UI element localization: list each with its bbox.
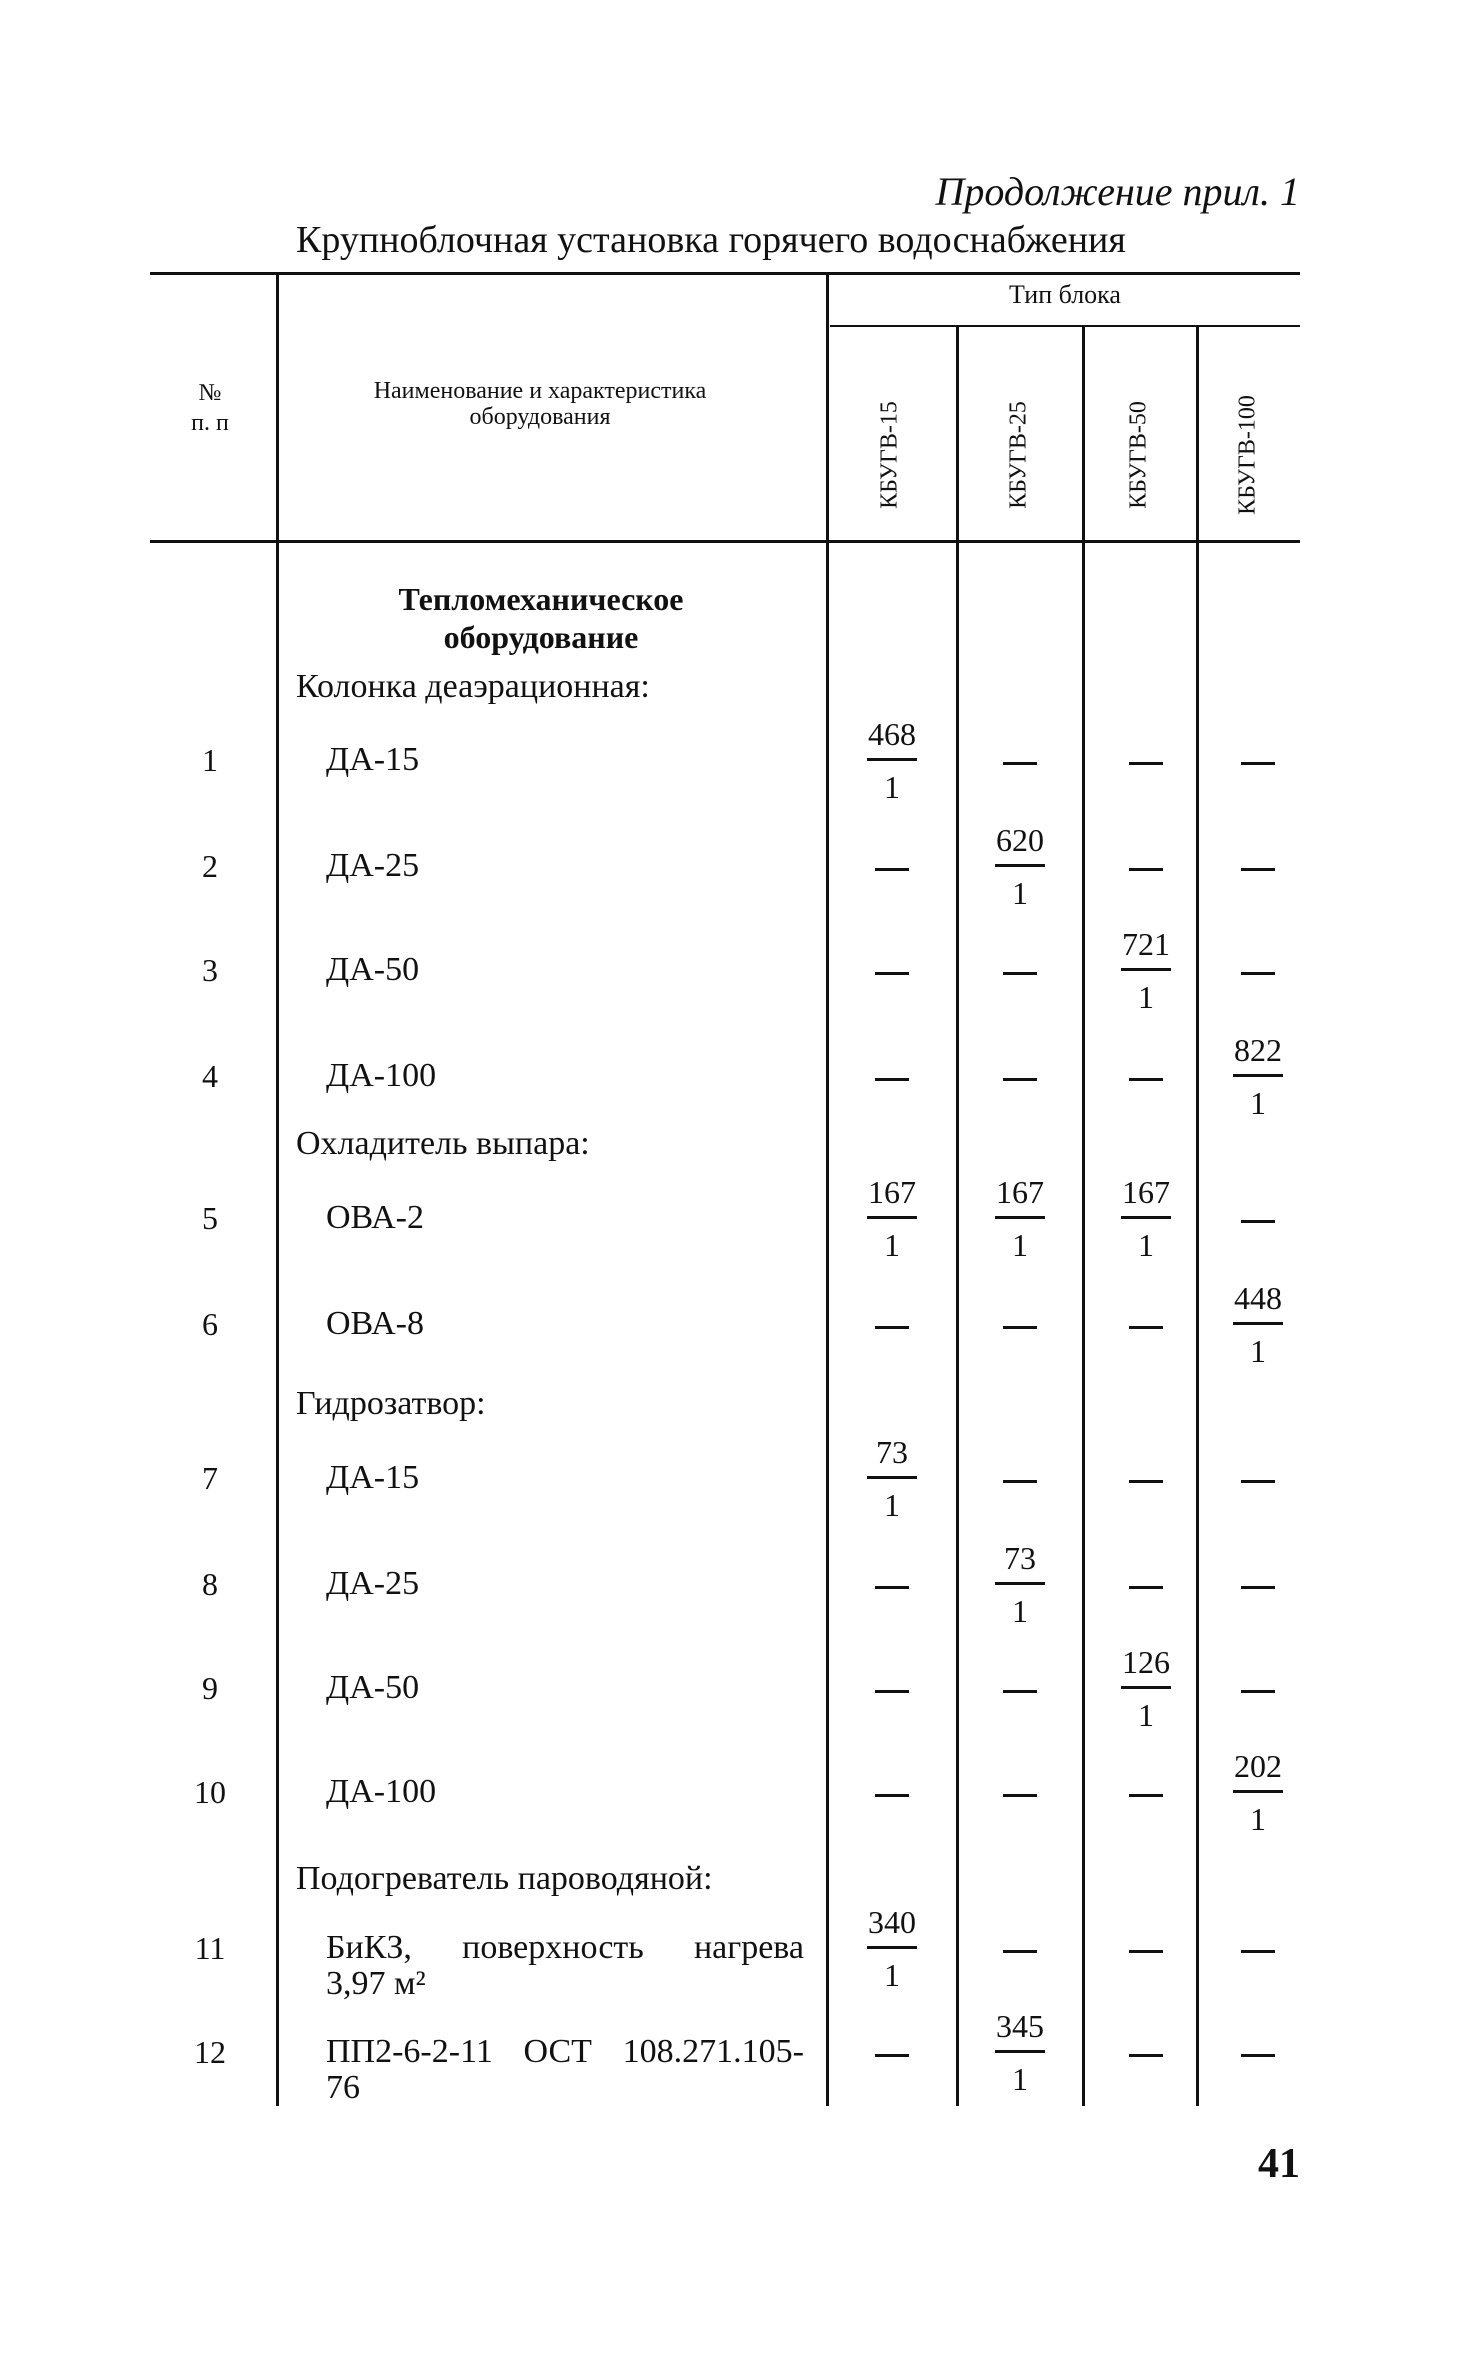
row-name [326,2034,804,2106]
header-type-4-label: КБУГВ-100 [1234,395,1261,515]
empty-cell [1198,1586,1318,1589]
row-name-line1: ДА-15 [326,1459,420,1496]
fraction-bar [1233,1790,1283,1793]
fraction-numerator: 202 [1234,1748,1282,1784]
dash-mark [1129,1794,1163,1797]
fraction-bar [995,864,1045,867]
dash-mark [1129,868,1163,871]
dash-mark [1129,1950,1163,1953]
fraction-cell [960,2006,1080,2099]
row-number: 6 [202,1306,218,1342]
row-name-line1: ОВА-8 [326,1305,424,1342]
empty-cell [1198,868,1318,871]
empty-cell [1198,762,1318,765]
fraction-cell [832,1172,952,1265]
empty-cell [960,1078,1080,1081]
dash-mark [875,1794,909,1797]
fraction-bar [1233,1074,1283,1077]
dash-mark [1003,1794,1037,1797]
header-type-4 [1228,380,1268,530]
dash-mark [1241,2054,1275,2057]
empty-cell [832,1326,952,1329]
section-heading [296,580,786,656]
row-name [326,1058,804,1094]
row-name-line1: ДА-100 [326,1773,437,1810]
row-number: 9 [202,1670,218,1706]
column-divider-name [826,274,829,2106]
fraction-bar [995,1582,1045,1585]
empty-cell [1086,1078,1206,1081]
group-label-heater: Подогреватель пароводяной: [296,1860,713,1897]
row-number: 1 [202,742,218,778]
dash-mark [1129,1078,1163,1081]
dash-mark [1003,1078,1037,1081]
empty-cell [1198,972,1318,975]
empty-cell [1086,1950,1206,1953]
fraction-bar [1121,968,1171,971]
fraction-denominator: 1 [1012,1227,1028,1263]
row-name [326,1566,804,1602]
fraction-cell [1086,1172,1206,1265]
empty-cell [832,868,952,871]
dash-mark [1129,1480,1163,1483]
row-name-line1: БиКЗ, поверхность нагрева [326,1929,804,1966]
header-type-1 [870,380,910,530]
empty-cell [1086,1326,1206,1329]
row-name-line1: ПП2-6-2-11 ОСТ 108.271.105- [326,2033,804,2070]
dash-mark [875,1326,909,1329]
fraction-numerator: 448 [1234,1280,1282,1316]
empty-cell [960,1690,1080,1693]
dash-mark [1241,972,1275,975]
fraction-cell [832,1902,952,1995]
header-name-line1: Наименование и характеристика [373,378,707,404]
fraction-denominator: 1 [884,769,900,805]
dash-mark [1241,1480,1275,1483]
fraction-denominator: 1 [1012,2061,1028,2097]
empty-cell [1198,1690,1318,1693]
empty-cell [832,1078,952,1081]
fraction-denominator: 1 [884,1957,900,1993]
empty-cell [960,1480,1080,1483]
row-number: 12 [194,2034,226,2070]
fraction-cell [832,714,952,807]
dash-mark [1003,1480,1037,1483]
fraction-numerator: 340 [868,1904,916,1940]
section-heading-line1: Тепломеханическое [398,581,684,617]
fraction-denominator: 1 [1250,1333,1266,1369]
row-name [326,848,804,884]
fraction-cell [960,820,1080,913]
dash-mark [875,1690,909,1693]
row-name [326,952,804,988]
dash-mark [1003,762,1037,765]
page-number: 41 [1258,2141,1300,2187]
row-name [326,1306,804,1342]
fraction-denominator: 1 [1250,1801,1266,1837]
fraction-numerator: 126 [1122,1644,1170,1680]
row-number: 11 [194,1930,226,1966]
row-number: 5 [202,1200,218,1236]
fraction-cell [960,1172,1080,1265]
header-number-line2: п. п [191,410,229,436]
empty-cell [960,1950,1080,1953]
fraction-denominator: 1 [884,1227,900,1263]
row-name-line2: 76 [326,2069,360,2106]
empty-cell [960,762,1080,765]
dash-mark [1241,1586,1275,1589]
row-name-line1: ОВА-2 [326,1199,424,1236]
section-heading-line2: оборудование [443,619,639,655]
dash-mark [1003,972,1037,975]
dash-mark [875,972,909,975]
dash-mark [875,1078,909,1081]
row-name [326,1774,804,1810]
row-number: 2 [202,848,218,884]
fraction-bar [1121,1686,1171,1689]
dash-mark [1003,1690,1037,1693]
group-label-vapor-cooler: Охладитель выпара: [296,1125,590,1162]
fraction-cell [1198,1746,1318,1839]
header-number-line1: № [198,380,222,406]
row-number: 8 [202,1566,218,1602]
fraction-cell [1198,1030,1318,1123]
fraction-numerator: 73 [876,1434,908,1470]
header-number [150,378,270,438]
fraction-cell [1086,924,1206,1017]
fraction-numerator: 167 [868,1174,916,1210]
empty-cell [1086,762,1206,765]
fraction-bar [1233,1322,1283,1325]
dash-mark [1241,868,1275,871]
row-name-line1: ДА-25 [326,847,420,884]
row-name-line1: ДА-50 [326,1669,420,1706]
fraction-numerator: 73 [1004,1540,1036,1576]
fraction-numerator: 620 [996,822,1044,858]
fraction-numerator: 167 [996,1174,1044,1210]
header-type-2-label: КБУГВ-25 [1005,401,1032,509]
table-top-rule [150,272,1300,275]
row-name-line1: ДА-50 [326,951,420,988]
empty-cell [960,972,1080,975]
empty-cell [1198,1950,1318,1953]
empty-cell [832,2054,952,2057]
empty-cell [832,972,952,975]
empty-cell [960,1794,1080,1797]
row-name-line1: ДА-100 [326,1057,437,1094]
fraction-bar [867,1476,917,1479]
fraction-bar [867,1216,917,1219]
header-bottom-rule [150,540,1300,543]
header-name [300,378,780,430]
table-title: Крупноблочная установка горячего водоснабжения [296,219,1126,261]
continuation-note: Продолжение прил. 1 [935,169,1300,214]
fraction-denominator: 1 [1138,1697,1154,1733]
header-name-line2: оборудования [469,404,611,430]
group-label-deaerator: Колонка деаэрационная: [296,668,650,705]
fraction-cell [1086,1642,1206,1735]
empty-cell [1086,2054,1206,2057]
fraction-denominator: 1 [1012,875,1028,911]
header-block-type: Тип блока [1009,280,1121,309]
dash-mark [875,868,909,871]
empty-cell [1086,1794,1206,1797]
header-type-3-label: КБУГВ-50 [1125,401,1152,509]
fraction-bar [867,758,917,761]
dash-mark [1129,1326,1163,1329]
empty-cell [832,1586,952,1589]
fraction-numerator: 822 [1234,1032,1282,1068]
fraction-bar [995,2050,1045,2053]
row-name [326,1200,804,1236]
fraction-cell [960,1538,1080,1631]
header-type-1-label: КБУГВ-15 [876,401,903,509]
dash-mark [875,1586,909,1589]
dash-mark [1241,1690,1275,1693]
dash-mark [1003,1950,1037,1953]
fraction-numerator: 167 [1122,1174,1170,1210]
column-divider-num [276,274,279,2106]
empty-cell [1086,868,1206,871]
empty-cell [960,1326,1080,1329]
row-number: 4 [202,1058,218,1094]
dash-mark [1003,1326,1037,1329]
empty-cell [1198,1220,1318,1223]
fraction-bar [867,1946,917,1949]
fraction-cell [1198,1278,1318,1371]
fraction-denominator: 1 [884,1487,900,1523]
dash-mark [1241,762,1275,765]
dash-mark [1129,1586,1163,1589]
fraction-denominator: 1 [1012,1593,1028,1629]
empty-cell [1198,2054,1318,2057]
dash-mark [1241,1950,1275,1953]
header-type-3 [1119,380,1159,530]
row-name [326,742,804,778]
fraction-bar [1121,1216,1171,1219]
empty-cell [1086,1480,1206,1483]
row-name [326,1670,804,1706]
dash-mark [1241,1220,1275,1223]
fraction-cell [832,1432,952,1525]
row-number: 10 [194,1774,226,1810]
fraction-numerator: 345 [996,2008,1044,2044]
fraction-bar [995,1216,1045,1219]
header-type-2 [999,380,1039,530]
empty-cell [832,1690,952,1693]
row-name-line1: ДА-25 [326,1565,420,1602]
fraction-denominator: 1 [1138,979,1154,1015]
fraction-denominator: 1 [1250,1085,1266,1121]
empty-cell [1198,1480,1318,1483]
row-name [326,1460,804,1496]
row-number: 7 [202,1460,218,1496]
row-name-line1: ДА-15 [326,741,420,778]
row-number: 3 [202,952,218,988]
fraction-numerator: 721 [1122,926,1170,962]
fraction-numerator: 468 [868,716,916,752]
column-divider-type-2 [1082,327,1085,2106]
dash-mark [1129,2054,1163,2057]
fraction-denominator: 1 [1138,1227,1154,1263]
column-divider-type-1 [956,327,959,2106]
group-label-water-seal: Гидрозатвор: [296,1385,486,1422]
block-type-rule [830,325,1300,327]
empty-cell [832,1794,952,1797]
row-name [326,1930,804,2002]
dash-mark [1129,762,1163,765]
row-name-line2: 3,97 м² [326,1965,426,2002]
empty-cell [1086,1586,1206,1589]
dash-mark [875,2054,909,2057]
